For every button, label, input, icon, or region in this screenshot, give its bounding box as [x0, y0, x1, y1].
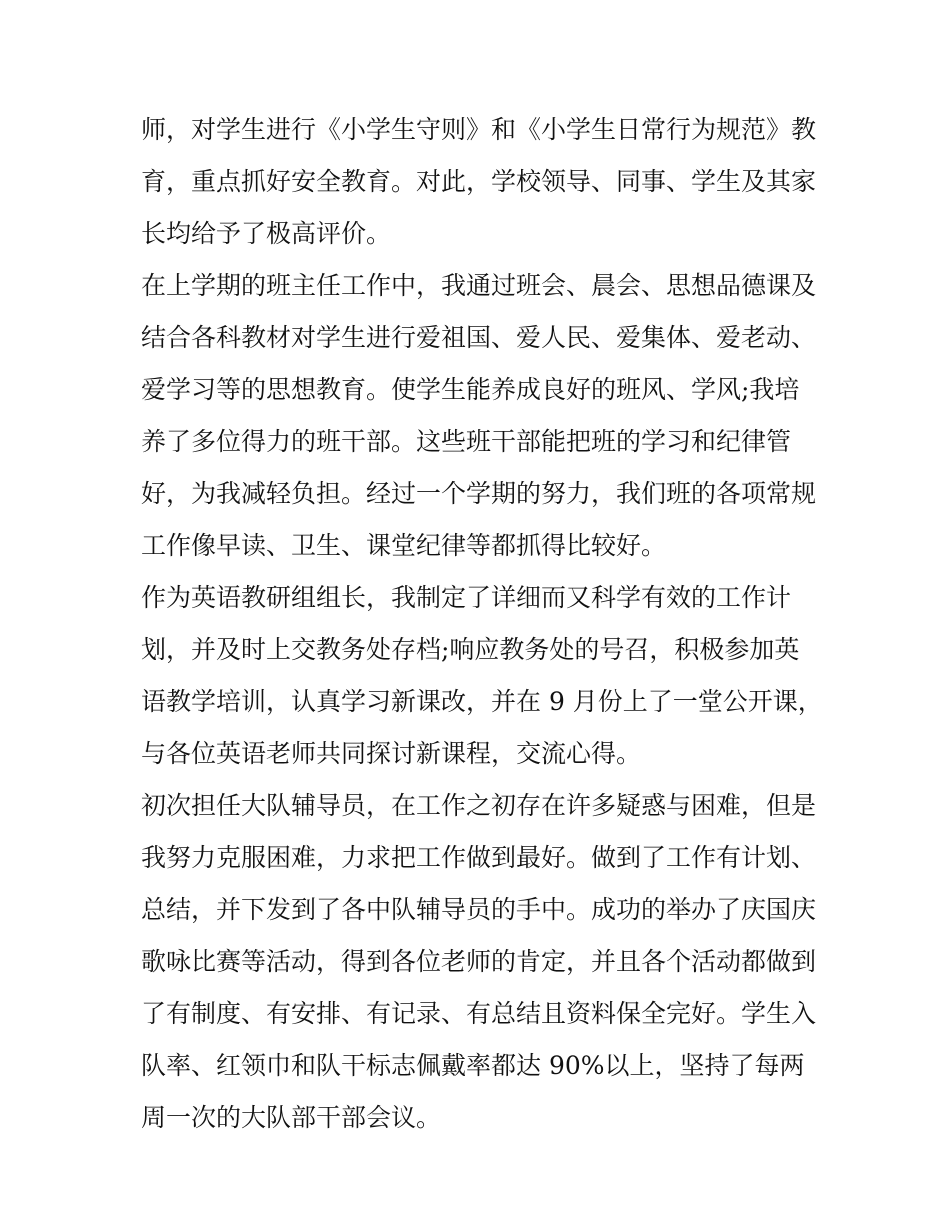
- text-line-7: 养了多位得力的班干部。这些班干部能把班的学习和纪律管: [141, 427, 792, 456]
- text-line-13: 与各位英语老师共同探讨新课程，交流心得。: [141, 739, 642, 768]
- text-line-4: 在上学期的班主任工作中，我通过班会、晨会、思想品德课及: [141, 271, 817, 300]
- text-line-6: 爱学习等的思想教育。使学生能养成良好的班风、学风;我培: [141, 375, 800, 404]
- text-line-8: 好，为我减轻负担。经过一个学期的努力，我们班的各项常规: [141, 479, 817, 508]
- text-line-11: 划，并及时上交教务处存档;响应教务处的号召，积极参加英: [141, 635, 800, 664]
- text-line-17: 歌咏比赛等活动，得到各位老师的肯定，并且各个活动都做到: [141, 947, 817, 976]
- text-line-16: 总结，并下发到了各中队辅导员的手中。成功的举办了庆国庆: [141, 895, 817, 924]
- text-line-5: 结合各科教材对学生进行爱祖国、爱人民、爱集体、爱老动、: [141, 323, 817, 352]
- text-line-10: 作为英语教研组组长，我制定了详细而又科学有效的工作计: [141, 583, 792, 612]
- text-line-2: 育，重点抓好安全教育。对此，学校领导、同事、学生及其家: [141, 167, 817, 196]
- text-line-14: 初次担任大队辅导员，在工作之初存在许多疑惑与困难，但是: [141, 791, 817, 820]
- text-line-3: 长均给予了极高评价。: [141, 219, 392, 248]
- text-line-18: 了有制度、有安排、有记录、有总结且资料保全完好。学生入: [141, 999, 817, 1028]
- text-line-15: 我努力克服困难，力求把工作做到最好。做到了工作有计划、: [141, 843, 817, 872]
- text-line-1: 师，对学生进行《小学生守则》和《小学生日常行为规范》教: [141, 115, 817, 144]
- text-line-9: 工作像早读、卫生、课堂纪律等都抓得比较好。: [141, 531, 667, 560]
- text-line-20: 周一次的大队部干部会议。: [141, 1103, 442, 1132]
- text-line-19: 队率、红领巾和队干标志佩戴率都达 90%以上，坚持了每两: [141, 1051, 805, 1080]
- text-line-12: 语教学培训，认真学习新课改，并在 9 月份上了一堂公开课，: [141, 687, 823, 716]
- document-body: [141, 108, 821, 1148]
